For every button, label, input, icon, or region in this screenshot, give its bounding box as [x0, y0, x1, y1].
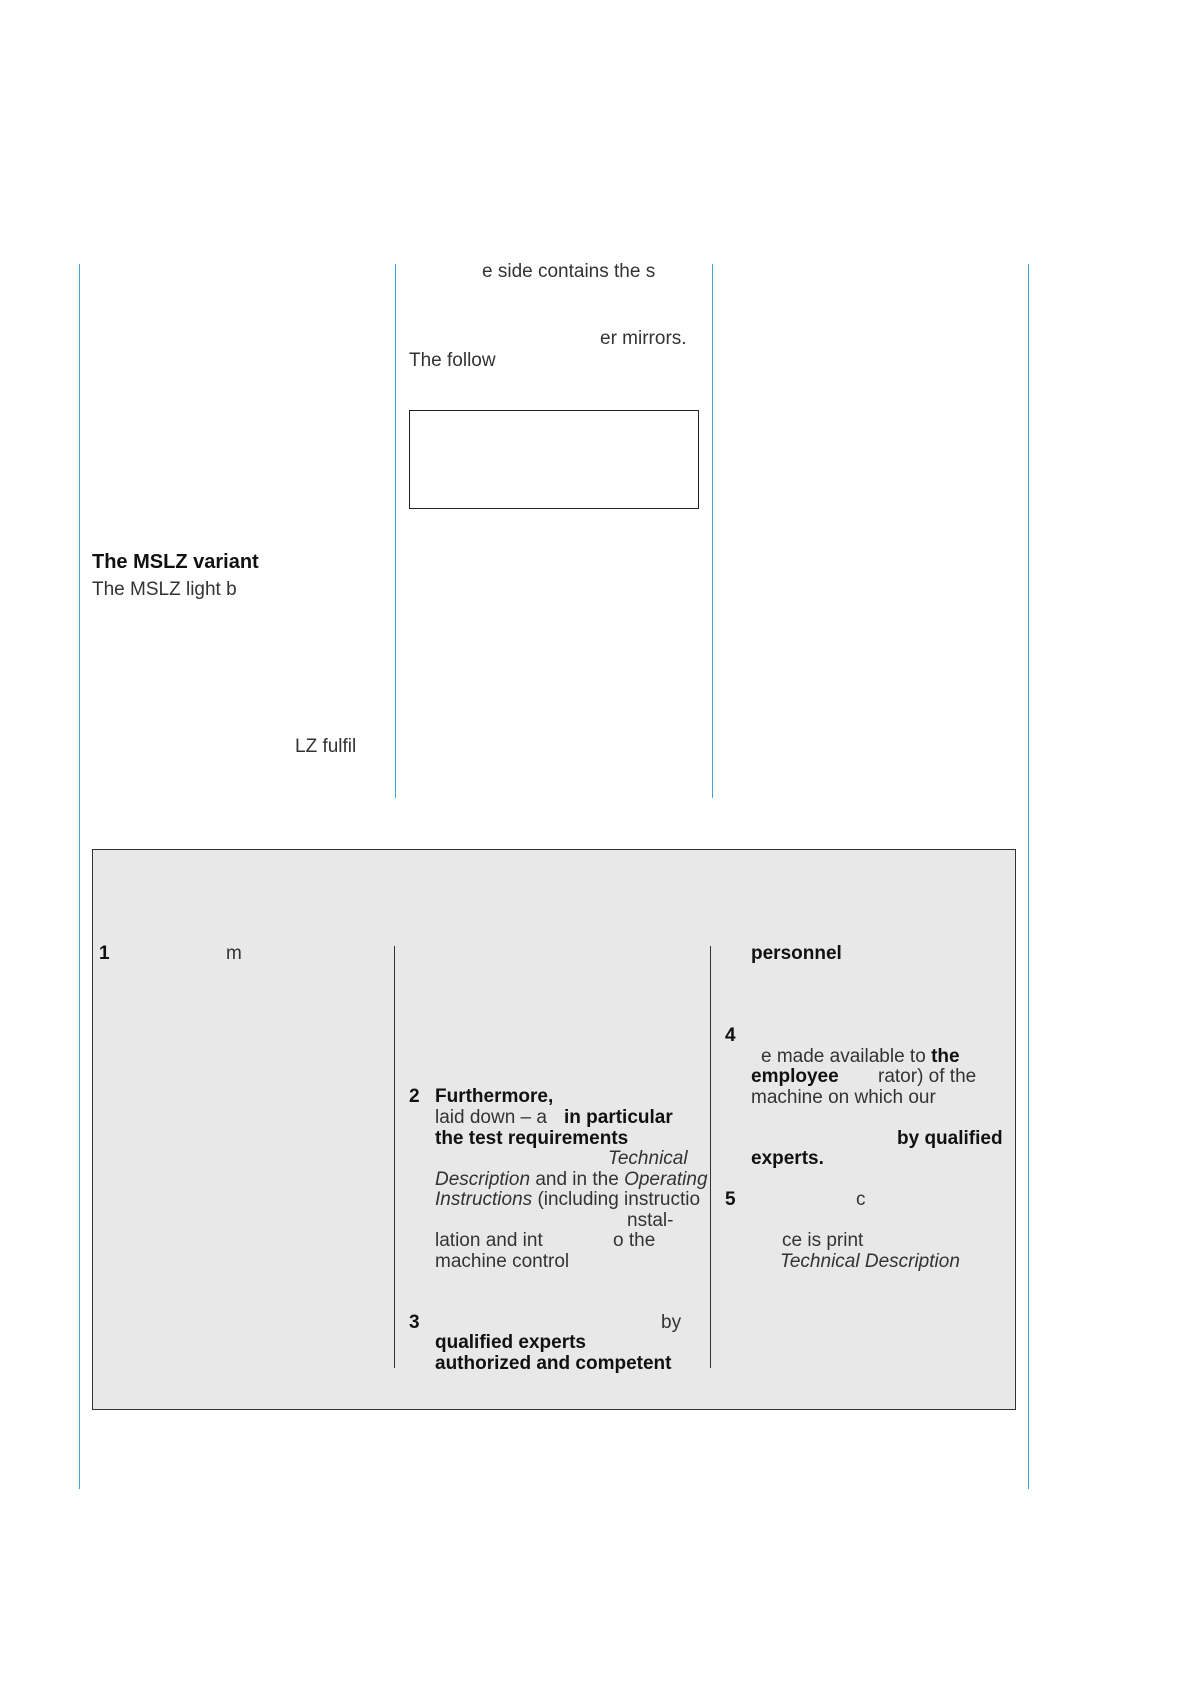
item-2-line-6-b: (including instructio: [537, 1189, 701, 1210]
item-2-line-3: the test requirements: [435, 1128, 629, 1149]
column-rule-mid-2: [712, 264, 713, 798]
item-2-line-6-a: Instructions: [435, 1189, 533, 1210]
col2-text-1: e side contains the s: [482, 261, 656, 282]
item-2-line-9: machine control: [435, 1251, 570, 1272]
item-5-line-2: ce is print: [782, 1230, 864, 1251]
item-2-line-2b: in particular: [564, 1107, 673, 1128]
col1-text-1: The MSLZ light b: [92, 579, 237, 600]
item-4-line-1-a: e made available to: [761, 1046, 926, 1067]
column-rule-mid-1: [395, 264, 396, 798]
item-5-line-1: c: [856, 1189, 866, 1210]
item-2-line-8a: lation and int: [435, 1230, 543, 1251]
item-4-line-2a: employee: [751, 1066, 839, 1087]
item-2-line-5-b: Operating: [624, 1169, 708, 1190]
item-2-line-4: Technical: [608, 1148, 688, 1169]
item-2-line-2a: laid down – a: [435, 1107, 547, 1128]
item-4-line-1-b: the: [931, 1046, 960, 1067]
item-5-line-3: Technical Description: [780, 1251, 960, 1272]
item-4-line-3: machine on which our: [751, 1087, 936, 1108]
item-2-line-6: [435, 1189, 700, 1211]
item-4-line-5: experts.: [751, 1148, 824, 1169]
item-4-line-4: by qualified: [897, 1128, 1003, 1149]
item-1-text: m: [226, 943, 242, 964]
item-4-number: 4: [725, 1025, 736, 1046]
item-4-line-1: [761, 1046, 960, 1068]
note-box-divider-2: [710, 946, 711, 1368]
column-rule-left: [79, 264, 80, 1489]
item-2-line-5-mid: and in the: [535, 1169, 619, 1190]
item-3-number: 3: [409, 1312, 420, 1333]
item-2-line-7: nstal-: [627, 1210, 674, 1231]
item-1-number: 1: [99, 943, 110, 964]
item-3-line-2: qualified experts: [435, 1332, 586, 1353]
col3-personnel: personnel: [751, 943, 842, 964]
item-2-line-8b: o the: [613, 1230, 656, 1251]
item-2-number: 2: [409, 1086, 420, 1107]
col2-text-3: The follow: [409, 350, 496, 371]
mslz-variant-heading: The MSLZ variant: [92, 551, 259, 573]
item-2-line-5: [435, 1169, 708, 1191]
empty-frame: [409, 410, 699, 509]
item-3-line-1: by: [661, 1312, 682, 1333]
item-5-number: 5: [725, 1189, 736, 1210]
col2-text-2: er mirrors.: [600, 328, 687, 349]
item-2-line-5-a: Description: [435, 1169, 531, 1190]
note-box-divider-1: [394, 946, 395, 1368]
item-2-line-1: Furthermore,: [435, 1086, 554, 1107]
col1-text-2: LZ fulfil: [295, 736, 357, 757]
item-4-line-2b: rator) of the: [878, 1066, 977, 1087]
column-rule-right: [1028, 264, 1029, 1489]
item-3-line-3: authorized and competent: [435, 1353, 672, 1374]
